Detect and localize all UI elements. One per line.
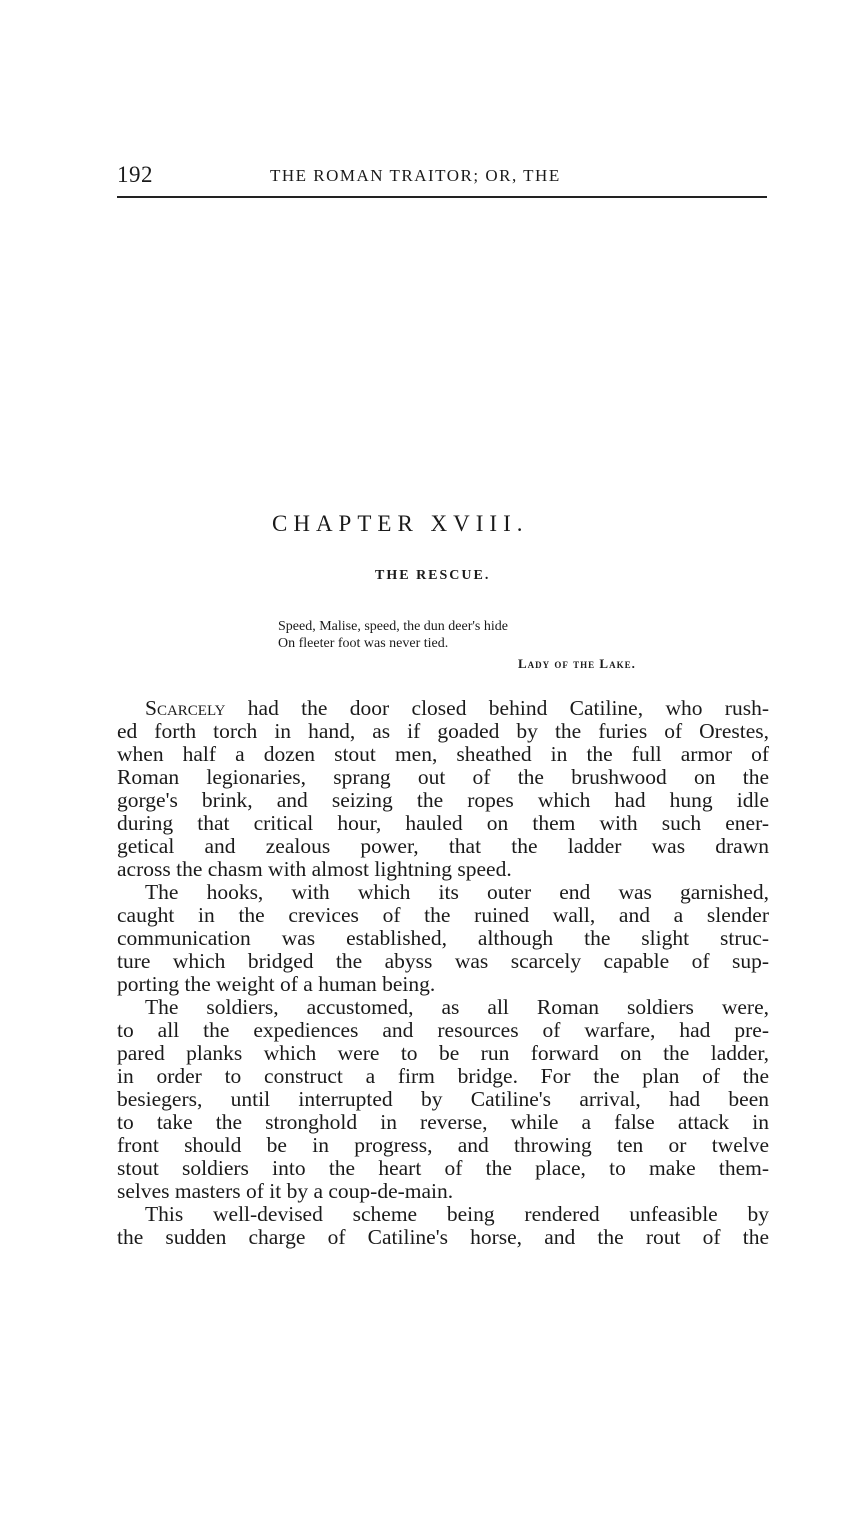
paragraph-line: ture which bridged the abyss was scarcely capable of sup- (117, 949, 769, 973)
paragraph-line: The hooks, with which its outer end was garnished, (145, 880, 769, 904)
page-header (117, 160, 769, 192)
paragraph-line: This well-devised scheme being rendered unfeasible by (145, 1202, 769, 1226)
paragraph-line: selves masters of it by a coup-de-main. (117, 1179, 454, 1203)
paragraph-line: in order to construct a firm bridge. For the plan of the (117, 1064, 769, 1088)
chapter-title: CHAPTER XVIII. (272, 511, 529, 536)
paragraph-line: communication was established, although the slight struc- (117, 926, 769, 950)
body-text (117, 697, 769, 1249)
paragraph-line: The soldiers, accustomed, as all Roman soldiers were, (145, 995, 769, 1019)
paragraph-line: when half a dozen stout men, sheathed in the full armor of (117, 742, 769, 766)
paragraph-line: during that critical hour, hauled on them with such ener- (117, 811, 769, 835)
paragraph-line: the sudden charge of Catiline's horse, and the rout of the (117, 1225, 769, 1249)
paragraph-line: stout soldiers into the heart of the place, to make them- (117, 1156, 769, 1180)
paragraph-line: ed forth torch in hand, as if goaded by the furies of Orestes, (117, 719, 769, 743)
paragraph-line: besiegers, until interrupted by Catiline's arrival, had been (117, 1087, 769, 1111)
paragraph-line: gorge's brink, and seizing the ropes which had hung idle (117, 788, 769, 812)
paragraph-line: caught in the crevices of the ruined wall, and a slender (117, 903, 769, 927)
drop-word: Scarcely (145, 696, 226, 720)
running-head: THE ROMAN TRAITOR; OR, THE (270, 166, 561, 185)
paragraph-line: to all the expediences and resources of warfare, had pre- (117, 1018, 769, 1042)
paragraph-line: porting the weight of a human being. (117, 972, 436, 996)
epigraph-source: Lady of the Lake. (518, 656, 636, 671)
paragraph-line: Scarcely had the door closed behind Catiline, who rush- (145, 696, 769, 720)
paragraph-line: pared planks which were to be run forward on the ladder, (117, 1041, 769, 1065)
paragraph-line: front should be in progress, and throwing ten or twelve (117, 1133, 769, 1157)
epigraph-line: Speed, Malise, speed, the dun deer's hide (278, 619, 508, 634)
epigraph-line: On fleeter foot was never tied. (278, 636, 449, 651)
paragraph-line: across the chasm with almost lightning speed. (117, 857, 512, 881)
paragraph-line: getical and zealous power, that the ladder was drawn (117, 834, 769, 858)
paragraph-line: to take the stronghold in reverse, while a false attack in (117, 1110, 769, 1134)
page-number: 192 (117, 162, 153, 187)
paragraph-line: Roman legionaries, sprang out of the brushwood on the (117, 765, 769, 789)
header-rule (117, 196, 767, 198)
chapter-subtitle: THE RESCUE. (375, 568, 491, 583)
epigraph (278, 618, 508, 652)
